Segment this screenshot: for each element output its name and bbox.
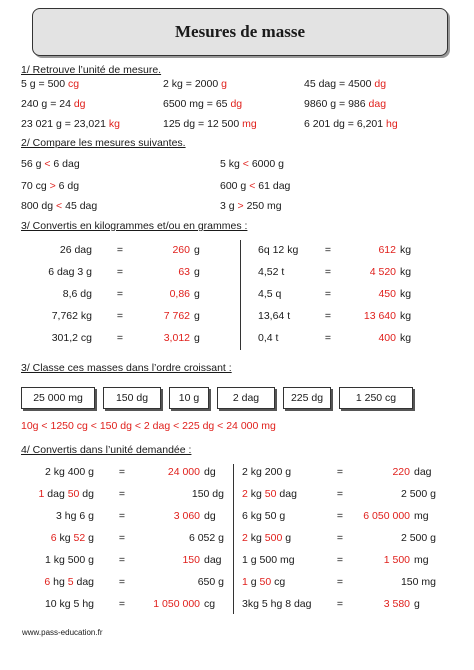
answer-value: 6 052 g <box>188 532 224 544</box>
source-part: 500 <box>264 532 283 544</box>
exercise-text: 2 kg = 2000 <box>163 78 222 90</box>
section-2-heading: 2/ Compare les mesures suivantes. <box>21 137 186 149</box>
right-measure: 6 dg <box>55 180 80 192</box>
source-value <box>242 510 285 522</box>
answer-value: 650 g <box>197 576 224 588</box>
unit-exercise <box>21 118 120 130</box>
source-value: 301,2 cg <box>51 332 92 344</box>
answer-value: 2 500 g <box>400 532 436 544</box>
comparison-sign: < <box>242 158 249 170</box>
source-value <box>14 598 94 610</box>
equals-sign: = <box>336 466 344 478</box>
comparison-item <box>21 180 79 192</box>
source-part: cg <box>271 576 286 588</box>
source-part: kg <box>56 532 74 544</box>
unit-exercise <box>21 78 79 90</box>
answer-value: 0,86 <box>169 288 190 300</box>
source-part: kg <box>247 532 265 544</box>
source-part: 1 <box>38 488 45 500</box>
answer-unit: mg <box>414 554 429 566</box>
order-answer: 10g < 1250 cg < 150 dg < 2 dag < 225 dg < 24 000 mg <box>21 420 276 432</box>
answer-value: 7 762 <box>163 310 190 322</box>
equals-sign: = <box>336 598 344 610</box>
answer-unit: kg <box>400 288 412 300</box>
answer-unit: g <box>194 266 200 278</box>
mass-box: 1 250 cg <box>339 387 413 409</box>
conversion-row <box>0 266 474 280</box>
exercise-text: 240 g = 24 <box>21 98 74 110</box>
answer-unit: cg <box>204 598 216 610</box>
exercise-text: 45 dag = 4500 <box>304 78 375 90</box>
conversion-row <box>0 510 474 524</box>
source-part: 2 kg 200 g <box>242 466 292 478</box>
left-measure: 3 g <box>220 200 238 212</box>
answer-unit: mg <box>242 118 257 130</box>
answer-value: 24 000 <box>167 466 200 478</box>
equals-sign: = <box>118 598 126 610</box>
answer-unit: hg <box>386 118 398 130</box>
footer-url: www.pass-education.fr <box>22 628 103 637</box>
right-measure: 45 dag <box>62 200 98 212</box>
source-value <box>242 576 285 588</box>
exercise-text: 5 g = 500 <box>21 78 68 90</box>
source-part: dag <box>276 488 297 500</box>
answer-value: 450 <box>378 288 396 300</box>
source-value: 4,52 t <box>258 266 285 278</box>
answer-unit: g <box>194 244 200 256</box>
answer-unit: g <box>194 288 200 300</box>
answer-unit: dg <box>73 98 86 110</box>
unit-exercise <box>304 98 386 110</box>
answer-unit: dg <box>204 466 216 478</box>
answer-value: 150 mg <box>400 576 436 588</box>
comparison-item <box>21 200 97 212</box>
comparison-item <box>220 180 290 192</box>
right-measure: 6 dag <box>50 158 80 170</box>
left-measure: 800 dg <box>21 200 57 212</box>
source-value: 0,4 t <box>258 332 279 344</box>
equals-sign: = <box>118 510 126 522</box>
source-value <box>242 598 311 610</box>
mass-box: 225 dg <box>283 387 331 409</box>
source-part: 6 <box>44 576 51 588</box>
source-part: 50 <box>264 488 277 500</box>
conversion-row <box>0 244 474 258</box>
mass-box: 10 g <box>169 387 209 409</box>
equals-sign: = <box>324 266 332 278</box>
answer-value: 3,012 <box>163 332 190 344</box>
left-measure: 600 g <box>220 180 250 192</box>
source-value <box>242 488 297 500</box>
answer-unit: kg <box>400 310 412 322</box>
answer-unit: dag <box>414 466 432 478</box>
section-3-heading: 3/ Convertis en kilogrammes et/ou en grammes : <box>21 220 248 232</box>
answer-value: 150 <box>182 554 200 566</box>
answer-unit: g <box>194 332 200 344</box>
conversion-row <box>0 576 474 590</box>
mass-box: 25 000 mg <box>21 387 95 409</box>
source-value <box>14 532 94 544</box>
answer-value: 6 050 000 <box>363 510 410 522</box>
exercise-text: 6500 mg = 65 <box>163 98 231 110</box>
source-value <box>14 488 94 500</box>
source-part: 1 <box>242 576 248 588</box>
conversion-row <box>0 466 474 480</box>
source-part: 52 <box>73 532 86 544</box>
answer-unit: dg <box>204 510 216 522</box>
answer-value: 63 <box>178 266 190 278</box>
left-measure: 70 cg <box>21 180 50 192</box>
equals-sign: = <box>336 532 344 544</box>
source-part: dag <box>73 576 94 588</box>
equals-sign: = <box>118 466 126 478</box>
page-title: Mesures de masse <box>175 22 305 41</box>
equals-sign: = <box>118 576 126 588</box>
comparison-sign: > <box>237 200 244 212</box>
comparison-sign: < <box>44 158 51 170</box>
unit-exercise <box>163 118 257 130</box>
source-part: 2 kg 400 g <box>44 466 94 478</box>
source-value <box>242 466 291 478</box>
source-part: 6 kg 50 g <box>242 510 286 522</box>
section-1-heading: 1/ Retrouve l’unité de mesure. <box>21 64 162 76</box>
unit-exercise <box>163 78 227 90</box>
source-value <box>14 576 94 588</box>
answer-value: 13 640 <box>363 310 396 322</box>
source-part: dg <box>79 488 94 500</box>
answer-unit: kg <box>108 118 120 130</box>
answer-value: 1 500 <box>383 554 410 566</box>
answer-unit: g <box>414 598 420 610</box>
unit-exercise <box>163 98 242 110</box>
answer-unit: kg <box>400 332 412 344</box>
equals-sign: = <box>118 554 126 566</box>
answer-unit: g <box>221 78 227 90</box>
conversion-row <box>0 554 474 568</box>
equals-sign: = <box>116 310 124 322</box>
source-value <box>242 532 291 544</box>
source-part: 2 <box>242 488 248 500</box>
source-value: 6q 12 kg <box>258 244 299 256</box>
equals-sign: = <box>336 554 344 566</box>
source-value: 7,762 kg <box>51 310 92 322</box>
source-part: hg <box>50 576 68 588</box>
comparison-item <box>220 158 284 170</box>
source-value: 13,64 t <box>258 310 291 322</box>
source-value: 8,6 dg <box>62 288 92 300</box>
answer-value: 1 050 000 <box>153 598 200 610</box>
source-value: 4,5 q <box>258 288 282 300</box>
conversion-row <box>0 332 474 346</box>
mass-box: 150 dg <box>103 387 161 409</box>
equals-sign: = <box>116 288 124 300</box>
equals-sign: = <box>116 266 124 278</box>
unit-exercise <box>21 98 86 110</box>
answer-value: 150 dg <box>191 488 224 500</box>
exercise-text: 23 021 g = 23,021 <box>21 118 109 130</box>
source-value <box>14 466 94 478</box>
conversion-row <box>0 532 474 546</box>
answer-value: 400 <box>378 332 396 344</box>
conversion-row <box>0 310 474 324</box>
equals-sign: = <box>324 244 332 256</box>
answer-unit: dag <box>204 554 222 566</box>
comparison-sign: < <box>56 200 63 212</box>
answer-unit: g <box>194 310 200 322</box>
equals-sign: = <box>324 288 332 300</box>
answer-value: 2 500 g <box>400 488 436 500</box>
section-3b-heading: 3/ Classe ces masses dans l’ordre croissant : <box>21 362 232 374</box>
equals-sign: = <box>336 576 344 588</box>
answer-unit: dg <box>374 78 387 90</box>
source-part: 2 <box>242 532 248 544</box>
comparison-item <box>21 158 80 170</box>
answer-value: 220 <box>392 466 410 478</box>
equals-sign: = <box>118 488 126 500</box>
mass-box: 2 dag <box>217 387 275 409</box>
answer-value: 260 <box>172 244 190 256</box>
source-value <box>14 510 94 522</box>
unit-exercise <box>304 78 386 90</box>
source-value: 6 dag 3 g <box>48 266 92 278</box>
answer-value: 4 520 <box>369 266 396 278</box>
title-box <box>32 8 448 56</box>
answer-unit: kg <box>400 266 412 278</box>
conversion-row <box>0 288 474 302</box>
equals-sign: = <box>118 532 126 544</box>
equals-sign: = <box>336 510 344 522</box>
source-part: 3 hg 6 g <box>56 510 94 522</box>
source-value: 26 dag <box>59 244 92 256</box>
equals-sign: = <box>116 244 124 256</box>
answer-unit: dag <box>368 98 387 110</box>
source-part: dag <box>44 488 68 500</box>
right-measure: 250 mg <box>243 200 282 212</box>
source-part: 50 <box>259 576 272 588</box>
source-part: 6 <box>50 532 57 544</box>
source-part: 50 <box>67 488 80 500</box>
exercise-text: 6 201 dg = 6,201 <box>304 118 387 130</box>
left-measure: 5 kg <box>220 158 243 170</box>
answer-unit: mg <box>414 510 429 522</box>
section-4-heading: 4/ Convertis dans l’unité demandée : <box>21 444 192 456</box>
conversion-row <box>0 598 474 612</box>
exercise-text: 125 dg = 12 500 <box>163 118 243 130</box>
answer-unit: kg <box>400 244 412 256</box>
right-measure: 61 dag <box>255 180 291 192</box>
equals-sign: = <box>324 310 332 322</box>
conversion-row <box>0 488 474 502</box>
answer-unit: dg <box>230 98 243 110</box>
answer-value: 3 580 <box>383 598 410 610</box>
comparison-item <box>220 200 282 212</box>
comparison-sign: < <box>249 180 256 192</box>
left-measure: 56 g <box>21 158 45 170</box>
source-part: g <box>282 532 292 544</box>
equals-sign: = <box>324 332 332 344</box>
answer-unit: cg <box>68 78 80 90</box>
equals-sign: = <box>116 332 124 344</box>
source-part: 10 kg 5 hg <box>44 598 94 610</box>
source-part: g <box>247 576 260 588</box>
answer-value: 612 <box>378 244 396 256</box>
source-part: 5 <box>67 576 74 588</box>
source-part: kg <box>247 488 265 500</box>
comparison-sign: > <box>49 180 56 192</box>
right-measure: 6000 g <box>248 158 284 170</box>
source-value <box>14 554 94 566</box>
source-part: g <box>85 532 94 544</box>
unit-exercise <box>304 118 398 130</box>
source-part: 1 g 500 mg <box>242 554 295 566</box>
exercise-text: 9860 g = 986 <box>304 98 369 110</box>
source-part: 1 kg 500 g <box>44 554 94 566</box>
source-value <box>242 554 295 566</box>
equals-sign: = <box>336 488 344 500</box>
answer-value: 3 060 <box>173 510 200 522</box>
source-part: 3kg 5 hg 8 dag <box>242 598 312 610</box>
